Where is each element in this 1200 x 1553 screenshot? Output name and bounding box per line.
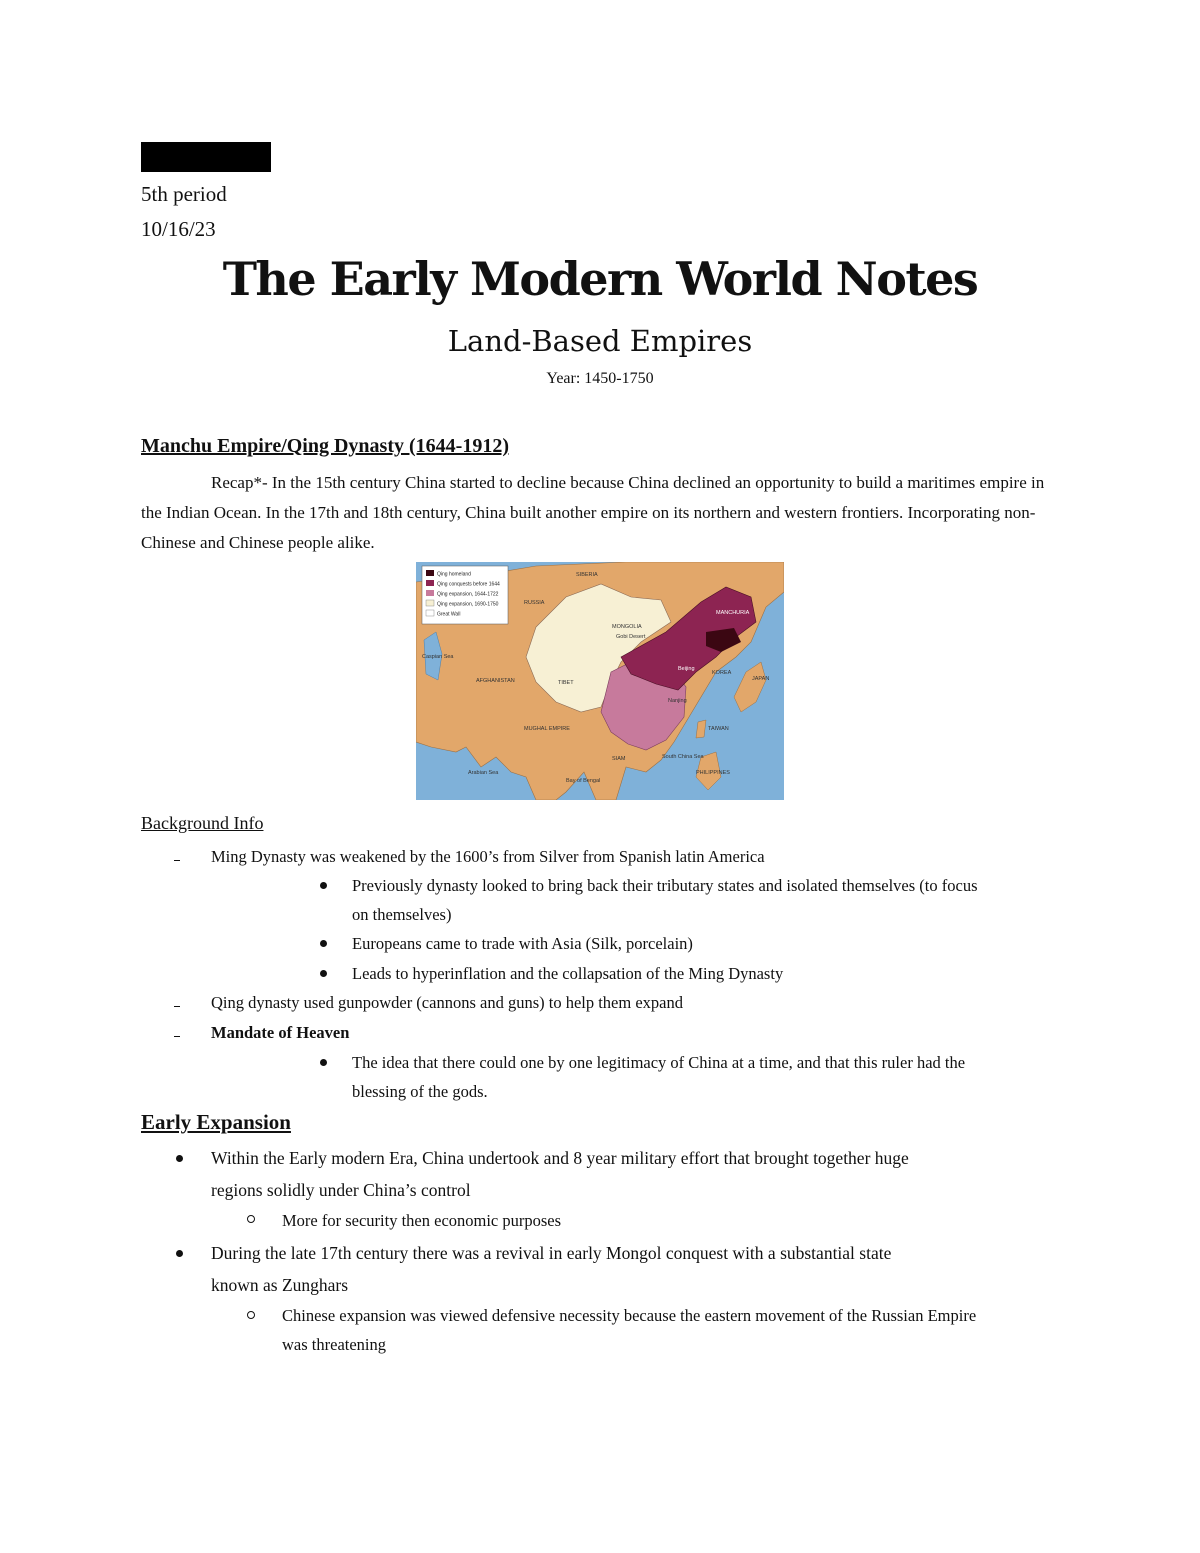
list-item-continued: known as Zunghars <box>211 1275 349 1295</box>
legend-swatch-1690-1750 <box>426 600 434 606</box>
list-item-continued: was threatening <box>282 1335 387 1354</box>
list-item: Qing dynasty used gunpowder (cannons and guns) to help them expand <box>211 993 683 1012</box>
legend-label-1: Qing conquests before 1644 <box>437 581 500 588</box>
map-label-nanjing: Nanjing <box>668 698 687 704</box>
legend-label-4: Great Wall <box>437 611 461 618</box>
early-expansion-heading: Early Expansion <box>141 1110 291 1134</box>
bullet-circle <box>247 1215 255 1223</box>
class-period: 5th period <box>141 182 227 206</box>
map-label-gobi: Gobi Desert <box>616 634 646 640</box>
bullet-dot <box>320 970 327 977</box>
bullet-circle <box>247 1311 255 1319</box>
list-item: The idea that there could one by one legitimacy of China at a time, and that this ruler had the <box>352 1053 966 1072</box>
list-item: Leads to hyperinflation and the collapsation of the Ming Dynasty <box>352 964 784 983</box>
recap-text: Recap*- In the 15th century China started to decline because China declined an opportunity to build a maritimes empire in the Indian Ocean. In the 17th and 18th century, China built another empire on its northern and western frontiers. Incorporating non-Chinese and Chinese people alike. <box>141 473 1045 552</box>
qing-empire-map <box>416 562 784 800</box>
redacted-name-block <box>141 142 271 172</box>
legend-label-3: Qing expansion, 1690-1750 <box>437 601 499 608</box>
map-label-mongolia: MONGOLIA <box>612 624 642 630</box>
dash-bullet <box>174 1006 180 1007</box>
year-range: Year: 1450-1750 <box>546 370 654 387</box>
list-item-continued: regions solidly under China’s control <box>211 1180 471 1200</box>
map-label-philippines: PHILIPPINES <box>696 770 730 776</box>
legend-swatch-1644-1722 <box>426 590 434 596</box>
map-label-taiwan: TAIWAN <box>708 726 729 732</box>
map-label-manchuria: MANCHURIA <box>716 610 750 616</box>
list-item: Within the Early modern Era, China undertook and 8 year military effort that brought together huge <box>211 1148 909 1168</box>
map-label-japan: JAPAN <box>752 676 770 682</box>
list-item-mandate-of-heaven: Mandate of Heaven <box>211 1023 350 1042</box>
legend-swatch-homeland <box>426 570 434 576</box>
map-label-siam: SIAM <box>612 756 626 762</box>
map-label-tibet: TIBET <box>558 680 574 686</box>
dash-bullet <box>174 860 180 861</box>
map-legend <box>422 566 508 624</box>
map-label-mughal: MUGHAL EMPIRE <box>524 726 570 732</box>
map-label-korea: KOREA <box>712 670 732 676</box>
list-item-continued: on themselves) <box>352 905 452 924</box>
map-label-siberia: SIBERIA <box>576 572 598 578</box>
page-title: The Early Modern World Notes <box>222 252 978 306</box>
bullet-dot <box>320 940 327 947</box>
map-label-bay-of-bengal: Bay of Bengal <box>566 778 601 784</box>
list-item: Previously dynasty looked to bring back their tributary states and isolated themselves (to focus <box>352 876 978 895</box>
legend-swatch-pre-1644 <box>426 580 434 586</box>
section-heading-qing: Manchu Empire/Qing Dynasty (1644-1912) <box>141 435 509 457</box>
list-item: Europeans came to trade with Asia (Silk, porcelain) <box>352 934 693 953</box>
list-item: Ming Dynasty was weakened by the 1600’s from Silver from Spanish latin America <box>211 847 765 866</box>
map-label-afghanistan: AFGHANISTAN <box>476 678 515 684</box>
background-info-heading: Background Info <box>141 813 264 833</box>
legend-label-2: Qing expansion, 1644-1722 <box>437 591 499 598</box>
map-label-caspian: Caspian Sea <box>422 654 454 660</box>
bullet-dot <box>176 1155 183 1162</box>
bullet-dot <box>320 1059 327 1066</box>
page-subtitle: Land-Based Empires <box>447 324 753 358</box>
map-label-arabian-sea: Arabian Sea <box>468 770 499 776</box>
list-item: More for security then economic purposes <box>282 1211 562 1230</box>
map-label-south-china-sea: South China Sea <box>662 754 704 760</box>
legend-label-0: Qing homeland <box>437 571 471 578</box>
list-item: Chinese expansion was viewed defensive necessity because the eastern movement of the Russian Empire <box>282 1306 977 1325</box>
note-date: 10/16/23 <box>141 217 216 241</box>
recap-paragraph <box>141 468 1061 558</box>
map-label-russia: RUSSIA <box>524 600 545 606</box>
legend-swatch-great-wall <box>426 610 434 616</box>
map-label-beijing: Beijing <box>678 666 695 672</box>
bullet-dot <box>176 1250 183 1257</box>
bullet-dot <box>320 882 327 889</box>
dash-bullet <box>174 1036 180 1037</box>
list-item-continued: blessing of the gods. <box>352 1082 488 1101</box>
list-item: During the late 17th century there was a revival in early Mongol conquest with a substantial state <box>211 1243 892 1263</box>
